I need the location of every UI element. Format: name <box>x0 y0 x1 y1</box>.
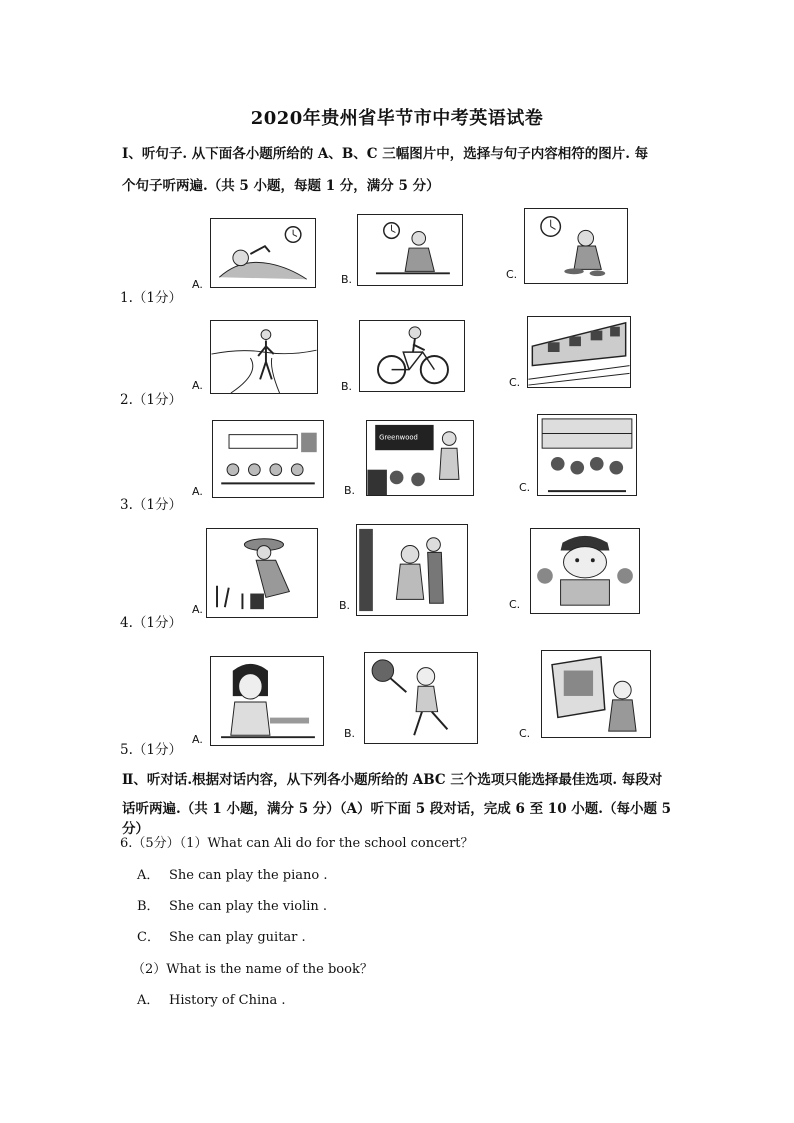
q5-picture-a-girl-writing[interactable] <box>210 656 324 746</box>
q2-option-b-label: B. <box>341 380 353 393</box>
q6-option-c-text: She can play guitar . <box>169 930 306 945</box>
boy-illustration <box>531 529 639 613</box>
exam-title: 2020年贵州省毕节市中考英语试卷 <box>250 108 544 129</box>
gardening-illustration <box>207 529 317 617</box>
question-2-number: 2.（1分） <box>120 392 182 408</box>
girl-writing-illustration <box>211 657 323 745</box>
q3-picture-b-classroom[interactable] <box>366 420 474 496</box>
haircut-illustration <box>357 525 467 615</box>
q6-sub2-option-a-text: History of China . <box>169 993 286 1008</box>
section1-instruction-line1: Ⅰ、听句子. 从下面各小题所给的 A、B、C 三幅图片中，选择与句子内容相符的图片. 每 <box>122 146 649 162</box>
section2-instruction-line1: Ⅱ、听对话.根据对话内容，从下列各小题所给的 ABC 三个选项只能选择最佳选项. 每段对 <box>122 772 663 788</box>
q6-option-b-text: She can play the violin . <box>169 899 328 914</box>
tennis-illustration <box>365 653 477 743</box>
breakfast-illustration <box>358 215 462 285</box>
q6-option-c-key: C． <box>137 930 160 945</box>
q6-option-c[interactable] <box>137 926 306 945</box>
q2-picture-c-train[interactable] <box>527 316 631 388</box>
q4-option-b-label: B. <box>339 599 351 612</box>
q6-option-a-text: She can play the piano . <box>169 868 328 883</box>
q6-option-b[interactable] <box>137 895 327 914</box>
q3-option-c-label: C. <box>519 481 531 494</box>
section2-instruction-line2: 话听两遍.（共 1 小题，满分 5 分）（A）听下面 5 段对话，完成 6 至 10 小题.（每小题 5 分） <box>122 801 672 837</box>
q3-picture-a-concert[interactable] <box>212 420 324 498</box>
q3-picture-c-library[interactable] <box>537 414 637 496</box>
q2-picture-a-walking[interactable] <box>210 320 318 394</box>
q2-option-a-label: A. <box>192 379 203 392</box>
q6-sub2-stem: （2）What is the name of the book？ <box>132 962 373 977</box>
question-1-number: 1.（1分） <box>120 290 182 306</box>
q1-picture-a-sleeping[interactable] <box>210 218 316 288</box>
library-illustration <box>538 415 636 495</box>
question-5-number: 5.（1分） <box>120 742 182 758</box>
q1-picture-c-eating[interactable] <box>524 208 628 284</box>
q4-picture-c-boy-cap[interactable] <box>530 528 640 614</box>
train-illustration <box>528 317 630 387</box>
concert-illustration <box>213 421 323 497</box>
q4-picture-b-haircut[interactable] <box>356 524 468 616</box>
q6-option-b-key: B． <box>137 899 160 914</box>
section1-instruction-line2: 个句子听两遍.（共 5 小题，每题 1 分，满分 5 分） <box>122 178 440 194</box>
bicycle-illustration <box>360 321 464 391</box>
q4-option-c-label: C. <box>509 598 521 611</box>
q3-option-b-label: B. <box>344 484 356 497</box>
question-4-number: 4.（1分） <box>120 615 182 631</box>
q2-picture-b-cycling[interactable] <box>359 320 465 392</box>
q5-picture-c-computer[interactable] <box>541 650 651 738</box>
eating-illustration <box>525 209 627 283</box>
q5-picture-b-tennis[interactable] <box>364 652 478 744</box>
classroom-illustration <box>367 421 473 495</box>
blackboard-text: Greenwood <box>379 433 418 442</box>
question-6-stem: 6.（5分）（1）What can Ali do for the school concert？ <box>120 836 474 851</box>
q2-option-c-label: C. <box>509 376 521 389</box>
q1-option-a-label: A. <box>192 278 203 291</box>
q6-option-a[interactable] <box>137 864 327 883</box>
sleeping-illustration <box>211 219 315 287</box>
q6-sub2-option-a-key: A． <box>137 993 160 1008</box>
q5-option-a-label: A. <box>192 733 203 746</box>
q6-option-a-key: A． <box>137 868 160 883</box>
q6-sub2-option-a[interactable] <box>137 989 286 1008</box>
q5-option-b-label: B. <box>344 727 356 740</box>
q1-option-b-label: B. <box>341 273 353 286</box>
q4-option-a-label: A. <box>192 603 203 616</box>
computer-illustration <box>542 651 650 737</box>
q1-picture-b-breakfast[interactable] <box>357 214 463 286</box>
walking-illustration <box>211 321 317 393</box>
question-3-number: 3.（1分） <box>120 497 182 513</box>
q3-option-a-label: A. <box>192 485 203 498</box>
q1-option-c-label: C. <box>506 268 518 281</box>
q4-picture-a-gardening[interactable] <box>206 528 318 618</box>
q5-option-c-label: C. <box>519 727 531 740</box>
